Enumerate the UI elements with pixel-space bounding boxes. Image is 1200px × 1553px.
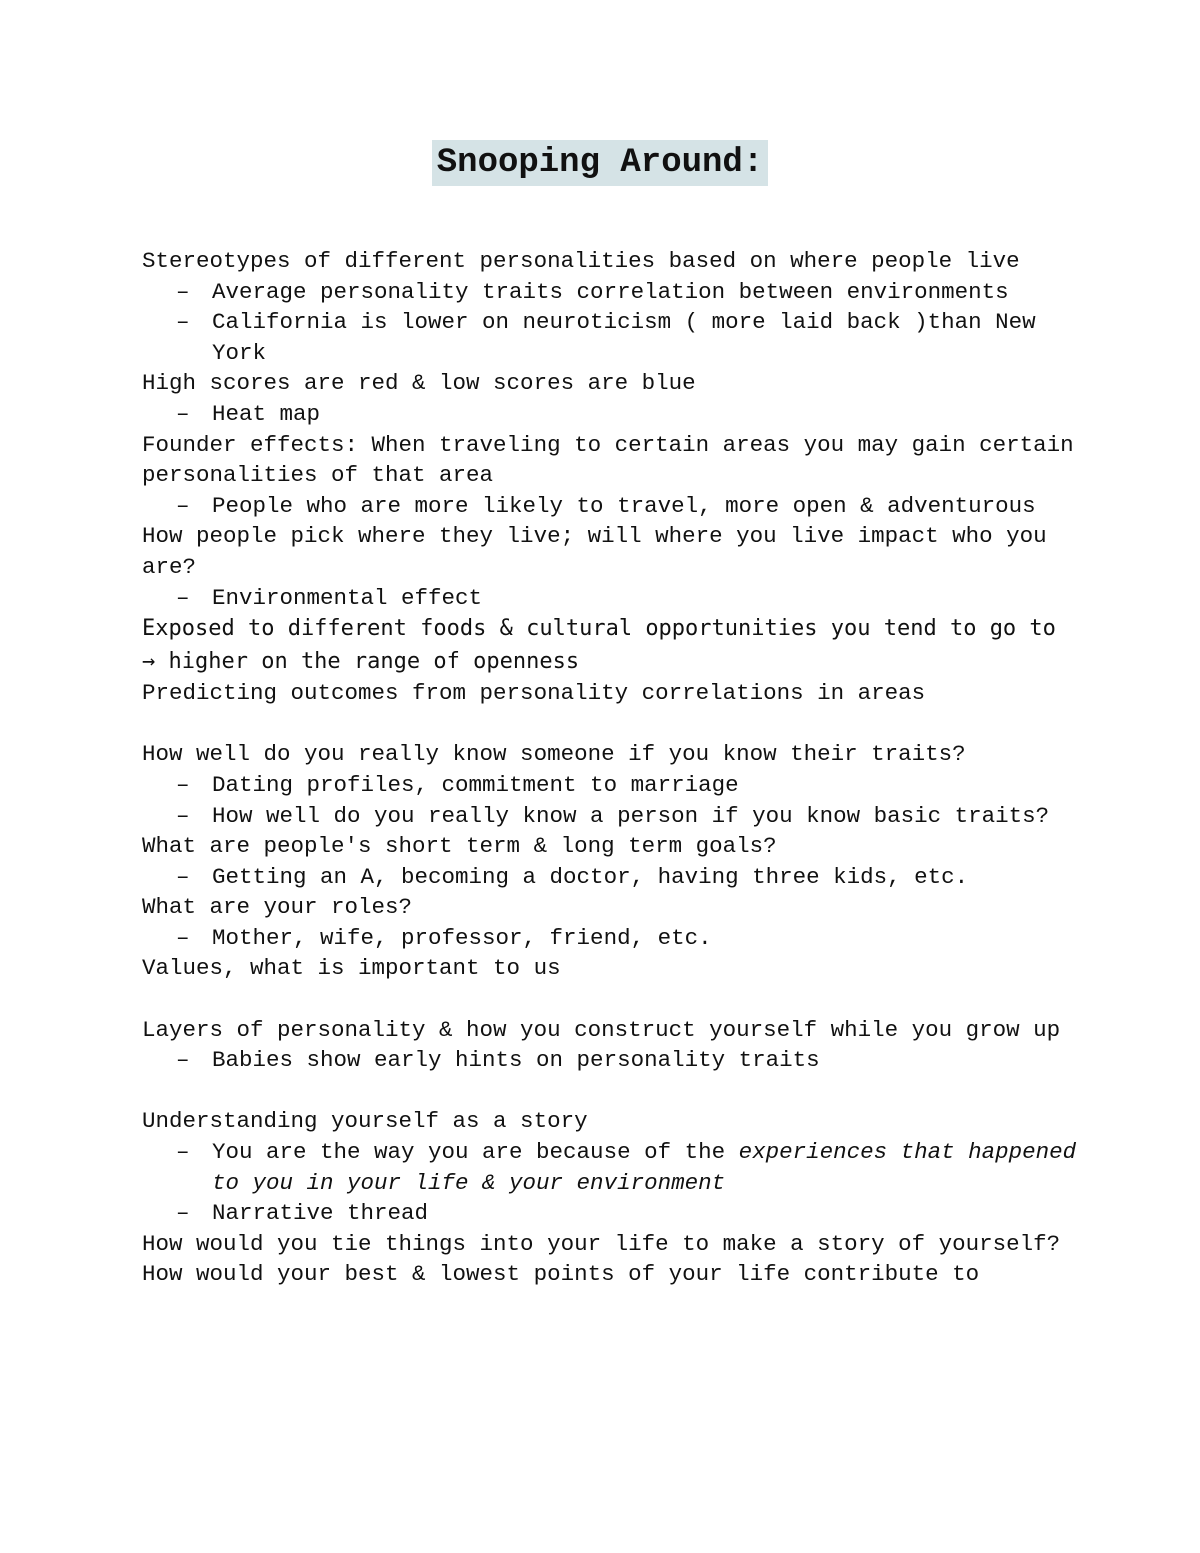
dash-marker: – [176, 802, 190, 829]
dash-marker: – [176, 278, 190, 305]
note-line: Understanding yourself as a story [142, 1108, 588, 1135]
note-line: How people pick where they live; will where you live impact who you are? [142, 523, 1061, 580]
bullet-item [142, 277, 1077, 308]
bullet-text: Dating profiles, commitment to marriage [212, 771, 739, 798]
bullet-item [142, 307, 1077, 368]
bullet-text: Babies show early hints on personality traits [212, 1047, 820, 1074]
note-line: Layers of personality & how you construct yourself while you grow up [142, 1016, 1061, 1043]
bullet-item [142, 1045, 1077, 1076]
notes-body [142, 246, 1088, 1290]
note-line: Values, what is important to us [142, 955, 561, 982]
dash-marker: – [176, 771, 190, 798]
bullet-text: People who are more likely to travel, more open & adventurous [212, 492, 1036, 519]
bullet-item [142, 583, 1077, 614]
note-line: What are people's short term & long term goals? [142, 833, 777, 860]
bullet-text: Environmental effect [212, 584, 483, 611]
note-line: Founder effects: When traveling to certain areas you may gain certain personalities of that area [142, 431, 1088, 489]
blank-line [142, 1076, 1077, 1107]
note-line: How would your best & lowest points of your life contribute to [142, 1261, 980, 1288]
note-line: Stereotypes of different personalities based on where people live [142, 248, 1020, 274]
bullet-text: Heat map [212, 400, 321, 427]
blank-line [142, 984, 1077, 1015]
note-line: Predicting outcomes from personality correlations in areas [142, 680, 926, 707]
bullet-item [142, 923, 1077, 954]
bullet-item [142, 770, 1077, 801]
bullet-text: Getting an A, becoming a doctor, having three kids, etc. [212, 863, 969, 890]
dash-marker: – [176, 1139, 190, 1166]
note-line: How well do you really know someone if you know their traits? [142, 741, 966, 768]
note-line: What are your roles? [142, 894, 413, 921]
dash-marker: – [176, 584, 190, 611]
page-title: Snooping Around: [432, 140, 768, 186]
bullet-text: How well do you really know a person if you know basic traits? [212, 802, 1050, 829]
dash-marker: – [176, 863, 190, 890]
bullet-text: Average personality traits correlation between environments [212, 278, 1009, 305]
dash-marker: – [176, 1200, 190, 1227]
bullet-item [142, 1137, 1077, 1198]
bullet-item [142, 1198, 1077, 1229]
note-line-highlight: Exposed to different foods & cultural opportunities you tend to go to → higher on the range of openness [142, 616, 1070, 674]
blank-line [142, 709, 1077, 740]
bullet-text: You are the way you are because of the [212, 1139, 739, 1166]
bullet-item [142, 399, 1077, 430]
title-wrap [0, 140, 1200, 186]
dash-marker: – [176, 924, 190, 951]
note-line: How would you tie things into your life to make a story of yourself? [142, 1230, 1061, 1257]
dash-marker: – [176, 309, 190, 336]
dash-marker: – [176, 1047, 190, 1074]
bullet-text: Narrative thread [212, 1200, 429, 1227]
dash-marker: – [176, 400, 190, 427]
bullet-item [142, 491, 1077, 522]
bullet-text-italic: experiences that happened to you in your life & your environment [212, 1139, 1077, 1196]
bullet-text: California is lower on neuroticism ( more laid back )than New York [212, 309, 1036, 366]
bullet-item [142, 801, 1077, 832]
note-line: High scores are red & low scores are blue [142, 370, 696, 397]
dash-marker: – [176, 492, 190, 519]
bullet-text: Mother, wife, professor, friend, etc. [212, 924, 712, 951]
bullet-item [142, 862, 1077, 893]
